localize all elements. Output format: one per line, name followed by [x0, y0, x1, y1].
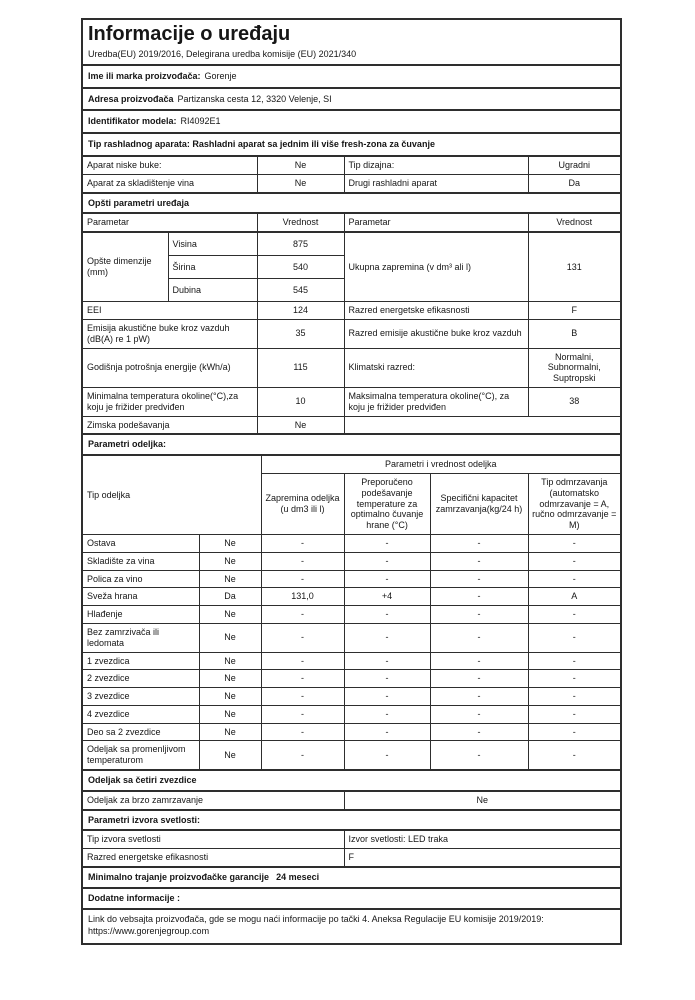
table-row: [83, 156, 620, 174]
comp-temp-cell: -: [344, 652, 430, 670]
manufacturer-address-row: [83, 87, 620, 110]
comp-present-cell: Ne: [199, 623, 261, 652]
comp-volume-cell: -: [261, 688, 344, 706]
param-value-cell: 35: [257, 319, 344, 348]
param-value-cell: 10: [257, 387, 344, 416]
additional-info-block: [83, 908, 620, 944]
param-label-cell: Razred energetske efikasnosti: [87, 852, 209, 863]
comp-name-cell: Bez zamrzivača ili ledomata: [87, 626, 160, 648]
compartment-row: [83, 741, 620, 769]
param-value-cell: F: [344, 849, 620, 866]
column-header: Zapremina odeljka (u dm3 ili l): [261, 473, 344, 534]
dimension-value-cell: 545: [257, 279, 344, 302]
comp-present-cell: Ne: [199, 723, 261, 741]
comp-name-cell: Deo sa 2 zvezdice: [87, 726, 161, 737]
model-identifier-label: Identifikator modela:: [88, 116, 177, 127]
regulation-subtitle: Uredba(EU) 2019/2016, Delegirana uredba komisije (EU) 2021/340: [88, 49, 357, 59]
comp-temp-cell: -: [344, 552, 430, 570]
comp-temp-cell: +4: [344, 588, 430, 606]
section-header-light-source: Parametri izvora svetlosti:: [83, 809, 620, 830]
comp-capacity-cell: -: [430, 652, 528, 670]
comp-volume-cell: -: [261, 623, 344, 652]
column-header: Preporučeno podešavanje temperature za optimalno čuvanje hrane (°C): [344, 473, 430, 534]
table-row: [83, 830, 620, 848]
param-value-cell: 115: [257, 348, 344, 387]
comp-present-cell: Ne: [199, 688, 261, 706]
param-value-cell: Ne: [257, 156, 344, 174]
comp-volume-cell: 131,0: [261, 588, 344, 606]
compartment-row: [83, 534, 620, 552]
param-value-cell: 38: [528, 387, 620, 416]
compartment-row: [83, 552, 620, 570]
comp-capacity-cell: -: [430, 741, 528, 769]
warranty-row: [83, 866, 620, 887]
manufacturer-link-text: Link do vebsajta proizvođača, gde se mogu naći informacije po tački 4. Aneksa Regulacije EU komisije 2019/2019:: [88, 913, 544, 924]
compartment-row: [83, 570, 620, 588]
column-header: Vrednost: [528, 213, 620, 232]
fast-freeze-table: [83, 790, 620, 809]
document-title: Informacije o uređaju: [88, 23, 291, 45]
param-label-cell: Aparat za skladištenje vina: [87, 177, 195, 188]
param-value-cell: B: [528, 319, 620, 348]
comp-temp-cell: -: [344, 570, 430, 588]
total-volume-value: 131: [528, 232, 620, 302]
table-row: [83, 791, 620, 809]
param-label-cell: Zimska podešavanja: [87, 419, 170, 430]
comp-temp-cell: -: [344, 705, 430, 723]
general-params-table: [83, 212, 620, 433]
param-value-cell: Ne: [257, 416, 344, 433]
comp-defrost-cell: -: [528, 570, 620, 588]
manufacturer-name-value: Gorenje: [204, 70, 237, 81]
table-row: [83, 387, 620, 416]
comp-temp-cell: -: [344, 623, 430, 652]
appliance-type-row: [83, 132, 620, 155]
comp-defrost-cell: -: [528, 606, 620, 624]
param-value-cell: Normalni, Subnormalni, Suptropski: [528, 348, 620, 387]
comp-name-cell: 4 zvezdice: [87, 708, 130, 719]
empty-cell: [344, 416, 620, 433]
param-label-cell: Minimalna temperatura okoline(°C),za koju je frižider predviđen: [87, 390, 239, 412]
comp-temp-cell: -: [344, 670, 430, 688]
total-volume-label: Ukupna zapremina (v dm³ ali l): [344, 232, 528, 302]
param-label-cell: Razred emisije akustične buke kroz vazduh: [344, 319, 528, 348]
comp-temp-cell: -: [344, 741, 430, 769]
comp-capacity-cell: -: [430, 606, 528, 624]
compartment-row: [83, 606, 620, 624]
param-value-cell: Izvor svetlosti: LED traka: [344, 830, 620, 848]
section-header-four-star: Odeljak sa četiri zvezdice: [83, 769, 620, 790]
comp-defrost-cell: A: [528, 588, 620, 606]
comp-capacity-cell: -: [430, 688, 528, 706]
comp-name-cell: Polica za vino: [87, 573, 143, 584]
comp-present-cell: Ne: [199, 705, 261, 723]
comp-capacity-cell: -: [430, 570, 528, 588]
comp-capacity-cell: -: [430, 534, 528, 552]
comp-defrost-cell: -: [528, 723, 620, 741]
comp-volume-cell: -: [261, 723, 344, 741]
comp-volume-cell: -: [261, 570, 344, 588]
table-row: [83, 232, 620, 256]
comp-capacity-cell: -: [430, 623, 528, 652]
param-label-cell: Emisija akustične buke kroz vazduh (dB(A) re 1 pW): [87, 322, 230, 344]
param-label-cell: Tip izvora svetlosti: [87, 834, 161, 845]
compartment-row: [83, 623, 620, 652]
compartment-span-header: Parametri i vrednost odeljka: [261, 455, 620, 473]
comp-name-cell: Hlađenje: [87, 609, 123, 620]
product-info-sheet: [81, 18, 622, 945]
comp-present-cell: Ne: [199, 670, 261, 688]
param-value-cell: 124: [257, 302, 344, 320]
param-label-cell: Aparat niske buke:: [87, 159, 162, 170]
param-label-cell: Drugi rashladni aparat: [344, 174, 528, 191]
comp-volume-cell: -: [261, 534, 344, 552]
warranty-value: 24 meseci: [276, 872, 320, 883]
comp-present-cell: Da: [199, 588, 261, 606]
compartment-type-header: Tip odeljka: [87, 489, 131, 500]
comp-capacity-cell: -: [430, 588, 528, 606]
column-header: Parametar: [87, 217, 130, 228]
param-label-cell: Klimatski razred:: [344, 348, 528, 387]
table-row: [83, 416, 620, 433]
dimension-value-cell: 875: [257, 232, 344, 256]
warranty-label: Minimalno trajanje proizvođačke garancije: [88, 872, 270, 883]
appliance-flags-table: [83, 155, 620, 192]
model-identifier-row: [83, 109, 620, 132]
param-label-cell: Godišnja potrošnja energije (kWh/a): [87, 362, 231, 373]
compartment-row: [83, 723, 620, 741]
dimension-label-cell: Dubina: [168, 279, 257, 302]
comp-present-cell: Ne: [199, 534, 261, 552]
column-header: Specifični kapacitet zamrzavanja(kg/24 h): [430, 473, 528, 534]
comp-name-cell: 3 zvezdice: [87, 691, 130, 702]
compartment-row: [83, 670, 620, 688]
column-header: Vrednost: [257, 213, 344, 232]
manufacturer-name-label: Ime ili marka proizvođača:: [88, 70, 201, 81]
section-header-additional-info: Dodatne informacije :: [83, 887, 620, 908]
comp-present-cell: Ne: [199, 741, 261, 769]
table-row: [83, 319, 620, 348]
compartment-row: [83, 705, 620, 723]
comp-defrost-cell: -: [528, 552, 620, 570]
param-value-cell: Ne: [344, 791, 620, 809]
compartment-row: [83, 588, 620, 606]
dimension-label-cell: Visina: [168, 232, 257, 256]
title-block: [83, 20, 620, 64]
comp-volume-cell: -: [261, 670, 344, 688]
param-label-cell: Razred energetske efikasnosti: [344, 302, 528, 320]
comp-defrost-cell: -: [528, 534, 620, 552]
comp-capacity-cell: -: [430, 723, 528, 741]
comp-name-cell: Ostava: [87, 537, 116, 548]
comp-capacity-cell: -: [430, 670, 528, 688]
section-header-general-params: Opšti parametri uređaja: [83, 192, 620, 213]
table-row: [83, 849, 620, 866]
appliance-type-text: Tip rashladnog aparata: Rashladni aparat sa jednim ili više fresh-zona za čuvanje: [88, 139, 435, 150]
comp-present-cell: Ne: [199, 606, 261, 624]
model-identifier-value: RI4092E1: [180, 116, 221, 127]
dimension-value-cell: 540: [257, 256, 344, 279]
comp-name-cell: 2 zvezdice: [87, 673, 130, 684]
table-header-row: [83, 455, 620, 473]
compartments-table: [83, 454, 620, 769]
comp-defrost-cell: -: [528, 652, 620, 670]
dimension-label-cell: Širina: [168, 256, 257, 279]
param-value-cell: Ugradni: [528, 156, 620, 174]
comp-volume-cell: -: [261, 552, 344, 570]
light-source-table: [83, 829, 620, 866]
manufacturer-address-label: Adresa proizvođača: [88, 93, 174, 104]
compartment-row: [83, 688, 620, 706]
manufacturer-link-url[interactable]: https://www.gorenjegroup.com: [88, 926, 210, 937]
param-value-cell: F: [528, 302, 620, 320]
comp-defrost-cell: -: [528, 623, 620, 652]
comp-present-cell: Ne: [199, 652, 261, 670]
comp-name-cell: Sveža hrana: [87, 591, 138, 602]
comp-temp-cell: -: [344, 534, 430, 552]
comp-present-cell: Ne: [199, 570, 261, 588]
param-label-cell: Maksimalna temperatura okoline(°C), za koju je frižider predviđen: [344, 387, 528, 416]
table-row: [83, 302, 620, 320]
comp-capacity-cell: -: [430, 552, 528, 570]
manufacturer-name-row: [83, 64, 620, 87]
comp-defrost-cell: -: [528, 670, 620, 688]
param-value-cell: Ne: [257, 174, 344, 191]
dimensions-group-label: Opšte dimenzije (mm): [87, 256, 152, 278]
param-label-cell: EEI: [87, 305, 102, 316]
comp-volume-cell: -: [261, 741, 344, 769]
comp-present-cell: Ne: [199, 552, 261, 570]
comp-defrost-cell: -: [528, 688, 620, 706]
param-value-cell: Da: [528, 174, 620, 191]
comp-volume-cell: -: [261, 652, 344, 670]
comp-defrost-cell: -: [528, 741, 620, 769]
param-label-cell: Tip dizajna:: [344, 156, 528, 174]
column-header: Tip odmrzavanja (automatsko odmrzavanje = A, ručno odmrzavanje = M): [528, 473, 620, 534]
comp-volume-cell: -: [261, 705, 344, 723]
comp-name-cell: Odeljak sa promenljivom temperaturom: [87, 744, 186, 766]
column-header: Parametar: [344, 213, 528, 232]
comp-defrost-cell: -: [528, 705, 620, 723]
param-label-cell: Odeljak za brzo zamrzavanje: [87, 794, 204, 805]
compartment-row: [83, 652, 620, 670]
comp-temp-cell: -: [344, 723, 430, 741]
section-header-compartment-params: Parametri odeljka:: [83, 433, 620, 454]
table-row: [83, 174, 620, 191]
comp-temp-cell: -: [344, 688, 430, 706]
comp-capacity-cell: -: [430, 705, 528, 723]
manufacturer-address-value: Partizanska cesta 12, 3320 Velenje, SI: [177, 93, 332, 104]
table-header-row: [83, 213, 620, 232]
comp-temp-cell: -: [344, 606, 430, 624]
comp-name-cell: 1 zvezdica: [87, 655, 130, 666]
table-row: [83, 348, 620, 387]
comp-name-cell: Skladište za vina: [87, 555, 155, 566]
comp-volume-cell: -: [261, 606, 344, 624]
